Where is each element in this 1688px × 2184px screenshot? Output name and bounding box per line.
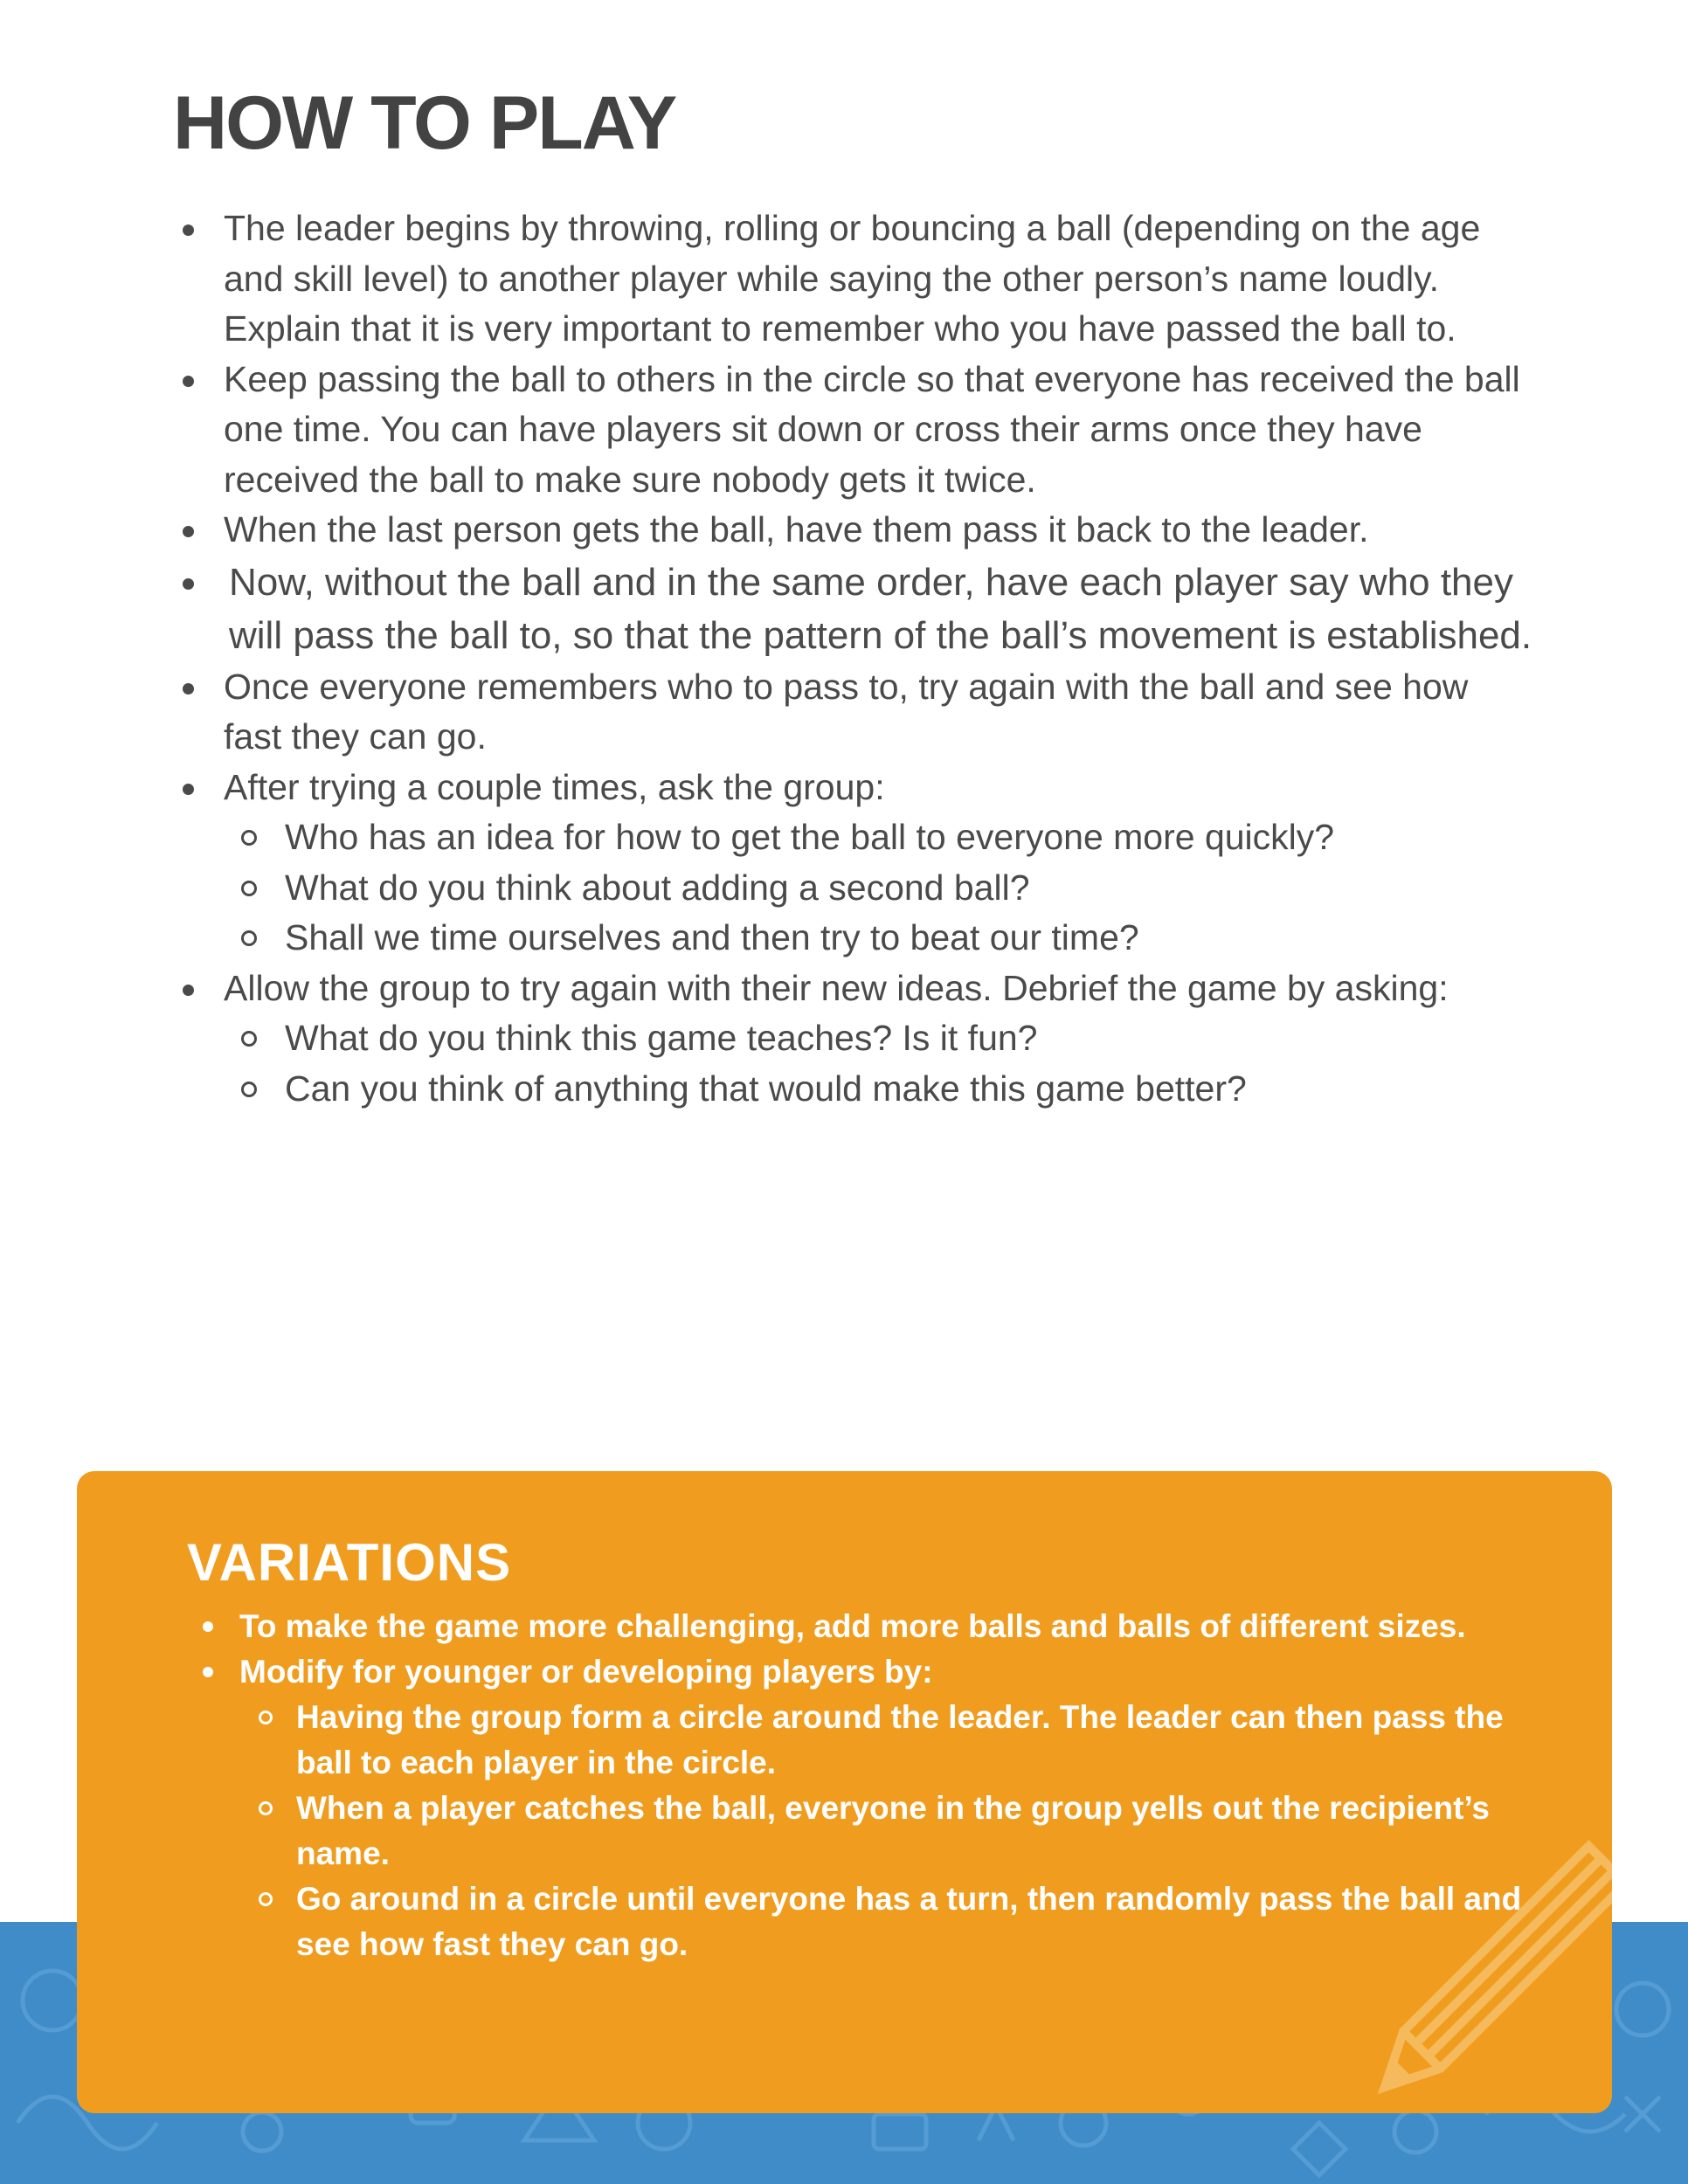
step-text: After trying a couple times, ask the group: (224, 766, 885, 807)
step-text: Allow the group to try again with their new ideas. Debrief the game by asking: (224, 967, 1449, 1008)
pencil-icon (1350, 1825, 1612, 2113)
variation-item (239, 1649, 1532, 1967)
variation-sub-item: Go around in a circle until everyone has a turn, then randomly pass the ball and see how fast they can go. (296, 1876, 1532, 1967)
debrief-question-list (224, 1013, 1534, 1114)
variation-sub-item: When a player catches the ball, everyone in the group yells out the recipient’s name. (296, 1786, 1532, 1876)
variations-title: VARIATIONS (187, 1533, 512, 1592)
variations-panel (77, 1471, 1612, 2113)
variation-item (239, 1604, 1532, 1649)
question-item: What do you think about adding a second ball? (285, 863, 1534, 914)
step-item (224, 662, 1534, 763)
step-text: When the last person gets the ball, have them pass it back to the leader. (224, 509, 1369, 549)
step-text: The leader begins by throwing, rolling or bouncing a ball (depending on the age and skill level) to another player while saying the other person’s name loudly. Explain that it is very important to remember who you have passed the ball to. (224, 208, 1481, 349)
step-item (224, 355, 1534, 506)
variations-list (239, 1604, 1532, 1967)
variation-sub-list (239, 1695, 1532, 1967)
question-list (224, 812, 1534, 964)
variation-sub-item: Having the group form a circle around the leader. The leader can then pass the ball to each player in the circle. (296, 1695, 1532, 1786)
variation-text: Modify for younger or developing players by: (239, 1654, 933, 1690)
step-text: Keep passing the ball to others in the circle so that everyone has received the ball one time. You can have players sit down or cross their arms once they have received the ball to make sure nobody gets it twice. (224, 358, 1520, 500)
variation-text: To make the game more challenging, add more balls and balls of different sizes. (239, 1608, 1466, 1644)
step-text: Now, without the ball and in the same order, have each player say who they will pass the ball to, so that the pattern of the ball’s movement is established. (229, 560, 1532, 657)
question-item: What do you think this game teaches? Is it fun? (285, 1013, 1534, 1064)
step-item (229, 556, 1534, 662)
step-text: Once everyone remembers who to pass to, try again with the ball and see how fast they can go. (224, 666, 1469, 757)
page-title: HOW TO PLAY (173, 81, 676, 165)
step-item (224, 964, 1534, 1115)
step-item (224, 763, 1534, 964)
question-item: Can you think of anything that would make this game better? (285, 1064, 1534, 1115)
how-to-play-list (224, 204, 1534, 1114)
question-item: Who has an idea for how to get the ball to everyone more quickly? (285, 812, 1534, 863)
step-item (224, 204, 1534, 355)
step-item (224, 505, 1534, 556)
question-item: Shall we time ourselves and then try to beat our time? (285, 913, 1534, 964)
